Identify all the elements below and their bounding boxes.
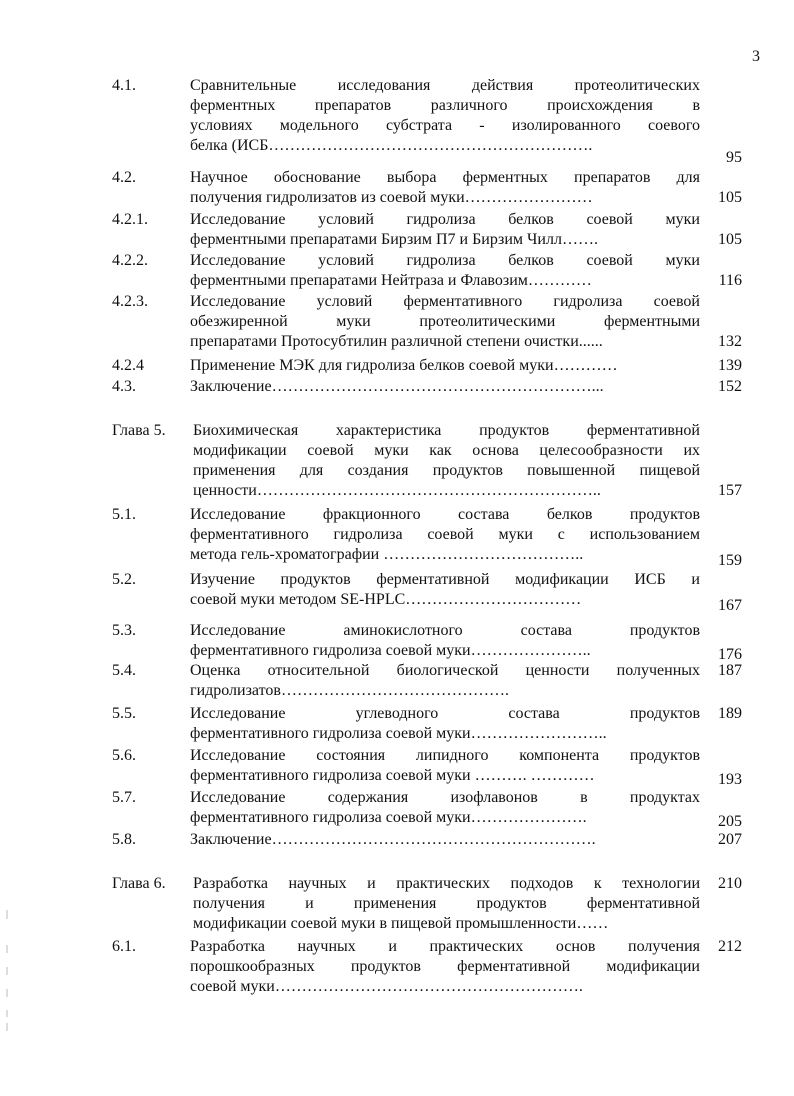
- toc-entry: [0, 76, 794, 166]
- toc-entry-page: 210: [718, 875, 742, 892]
- toc-entry-title: [190, 621, 700, 661]
- toc-entry-page: 176: [718, 646, 742, 663]
- toc-entry-title-line: метода гель-хроматографии ………………………………..: [190, 546, 584, 563]
- toc-entry-number: 4.2.3.: [112, 293, 148, 310]
- toc-entry-title-line: Применение МЭК для гидролиза белков соевой муки…………: [190, 357, 618, 374]
- toc-entry-title-line: Биохимическая характеристика продуктов ферментативной: [193, 422, 700, 439]
- toc-entry-number: 5.5.: [112, 705, 136, 722]
- toc-entry-number: 6.1.: [112, 938, 136, 955]
- toc-entry-title-line: белка (ИСБ…………………………………………………….: [190, 137, 593, 154]
- toc-entry-page: 207: [718, 831, 742, 848]
- toc-entry-title-line: ферментативного гидролиза соевой муки ………. …………: [190, 767, 595, 784]
- toc-entry-number: 4.2.: [112, 169, 136, 186]
- toc-entry-page: 212: [718, 938, 742, 955]
- toc-entry: [0, 356, 794, 376]
- toc-entry-page: 205: [718, 813, 742, 830]
- toc-entry-title-line: Оценка относительной биологической ценности полученных: [190, 662, 700, 679]
- toc-entry: [0, 874, 794, 934]
- toc-entry-title: [193, 874, 700, 934]
- toc-entry: [0, 377, 794, 397]
- toc-entry: [0, 830, 794, 850]
- toc-entry-page: 189: [718, 705, 742, 722]
- toc-entry-page: 95: [726, 149, 742, 166]
- toc-entry-title: [190, 661, 700, 701]
- toc-entry-number: 5.4.: [112, 662, 136, 679]
- toc-entry-title-line: Заключение…………………………………………………….: [190, 831, 596, 848]
- toc-entry-title: [190, 76, 700, 156]
- toc-entry-number: 5.8.: [112, 831, 136, 848]
- toc-entry-title: [190, 830, 700, 850]
- toc-entry-number: 4.2.2.: [112, 252, 148, 269]
- toc-entry-page: 116: [718, 272, 742, 289]
- toc-entry-title-line: получения и применения продуктов ферментативной: [193, 895, 700, 912]
- toc-entry-title-line: Разработка научных и практических основ получения: [190, 938, 700, 955]
- toc-entry-number: Глава 6.: [112, 875, 166, 892]
- toc-entry-title-line: Исследование содержания изофлавонов в продуктах: [190, 789, 700, 806]
- toc-entry-title-line: Разработка научных и практических подходов к технологии: [193, 875, 700, 892]
- margin-marks: [4, 905, 10, 1035]
- toc-entry-page: 159: [718, 552, 742, 569]
- toc-entry-title-line: Исследование фракционного состава белков продуктов: [190, 506, 700, 523]
- toc-entry-title-line: соевой муки………………………………………………….: [190, 978, 583, 995]
- toc-entry-title: [190, 788, 700, 828]
- toc-entry: [0, 168, 794, 208]
- toc-entry-number: 4.2.4: [112, 357, 144, 374]
- toc-entry-title-line: Исследование аминокислотного состава продуктов: [190, 622, 700, 639]
- toc-entry-title-line: Исследование состояния липидного компонента продуктов: [190, 747, 700, 764]
- toc-entry-title-line: модификации соевой муки как основа целесообразности их: [193, 442, 700, 459]
- toc-entry-number: 5.7.: [112, 789, 136, 806]
- toc-entry-title-line: модификации соевой муки в пищевой промышленности……: [193, 915, 609, 932]
- toc-entry: [0, 621, 794, 661]
- toc-entry-page: 167: [718, 597, 742, 614]
- toc-entry-title-line: ферментными препаратами Бирзим П7 и Бирзим Чилл…….: [190, 231, 598, 248]
- toc-entry-title-line: ферментативного гидролиза соевой муки с использованием: [190, 526, 700, 543]
- toc-entry: [0, 570, 794, 614]
- toc-entry-title: [190, 570, 700, 610]
- toc-entry-title-line: ферментными препаратами Нейтраза и Флавозим…………: [190, 272, 592, 289]
- toc-entry: [0, 746, 794, 786]
- toc-entry-page: 132: [718, 333, 742, 350]
- toc-entry-title-line: ферментативного гидролиза соевой муки………………….: [190, 809, 587, 826]
- toc-entry-number: 4.3.: [112, 378, 136, 395]
- toc-entry-title-line: ферментативного гидролиза соевой муки…………………..: [190, 642, 591, 659]
- toc-entry-number: 5.2.: [112, 571, 136, 588]
- toc-entry-title-line: обезжиренной муки протеолитическими ферментными: [190, 313, 700, 330]
- toc-entry-page: 187: [718, 662, 742, 679]
- toc-entry-title-line: Исследование условий гидролиза белков соевой муки: [190, 252, 700, 269]
- toc-entry: [0, 210, 794, 250]
- toc-entry: [0, 704, 794, 744]
- toc-entry-number: 5.1.: [112, 506, 136, 523]
- toc-entry-title: [190, 746, 700, 786]
- toc-entry-number: 4.1.: [112, 77, 136, 94]
- toc-entry-page: 193: [718, 771, 742, 788]
- toc-entry-title: [190, 377, 700, 397]
- toc-entry-page: 105: [718, 231, 742, 248]
- toc-entry-title-line: ферментных препаратов различного происхождения в: [190, 97, 700, 114]
- toc-entry-title-line: порошкообразных продуктов ферментативной модификации: [190, 958, 700, 975]
- toc-entry: [0, 251, 794, 291]
- toc-entry-title: [190, 251, 700, 291]
- toc-entry-title: [190, 505, 700, 565]
- toc-entry-title: [190, 210, 700, 250]
- toc-entry-title: [190, 704, 700, 744]
- toc-entry-title-line: ценности………………………………………………………..: [193, 482, 601, 499]
- toc-entry-title-line: применения для создания продуктов повышенной пищевой: [193, 462, 700, 479]
- toc-entry-title-line: Заключение……………………………………………………...: [190, 378, 604, 395]
- toc-entry-title-line: препаратами Протосубтилин различной степени очистки......: [190, 333, 603, 350]
- toc-entry: [0, 661, 794, 701]
- toc-entry-title-line: получения гидролизатов из соевой муки……………………: [190, 189, 593, 206]
- page-number: 3: [752, 48, 760, 65]
- toc-entry-page: 157: [718, 482, 742, 499]
- toc-entry-title-line: Изучение продуктов ферментативной модификации ИСБ и: [190, 571, 700, 588]
- toc-entry: [0, 937, 794, 997]
- toc-entry-title-line: Научное обоснование выбора ферментных препаратов для: [190, 169, 700, 186]
- toc-entry-page: 105: [718, 189, 742, 206]
- toc-entry-title: [193, 421, 700, 501]
- toc-entry-page: 152: [718, 378, 742, 395]
- toc-entry: [0, 788, 794, 828]
- toc-entry-number: 4.2.1.: [112, 211, 148, 228]
- toc-entry-number: 5.6.: [112, 747, 136, 764]
- toc-entry-title-line: условиях модельного субстрата - изолированного соевого: [190, 117, 700, 134]
- toc-entry-title-line: соевой муки методом SE-HPLC……………………………: [190, 591, 582, 608]
- toc-entry: [0, 292, 794, 352]
- toc-entry-title-line: Исследование условий гидролиза белков соевой муки: [190, 211, 700, 228]
- toc-entry-number: 5.3.: [112, 622, 136, 639]
- toc-entry-title: [190, 937, 700, 997]
- toc-entry: [0, 505, 794, 569]
- toc-entry-title-line: Исследование условий ферментативного гидролиза соевой: [190, 293, 700, 310]
- toc-entry-page: 139: [718, 357, 742, 374]
- toc-entry: [0, 421, 794, 501]
- toc-entry-title: [190, 356, 700, 376]
- toc-entry-title-line: ферментативного гидролиза соевой муки……………………..: [190, 725, 607, 742]
- toc-entry-title-line: Сравнительные исследования действия протеолитических: [190, 77, 700, 94]
- toc-entry-title: [190, 292, 700, 352]
- toc-entry-title-line: Исследование углеводного состава продуктов: [190, 705, 700, 722]
- toc-entry-title-line: гидролизатов…………………………………….: [190, 682, 509, 699]
- toc-entry-title: [190, 168, 700, 208]
- toc-entry-number: Глава 5.: [112, 422, 166, 439]
